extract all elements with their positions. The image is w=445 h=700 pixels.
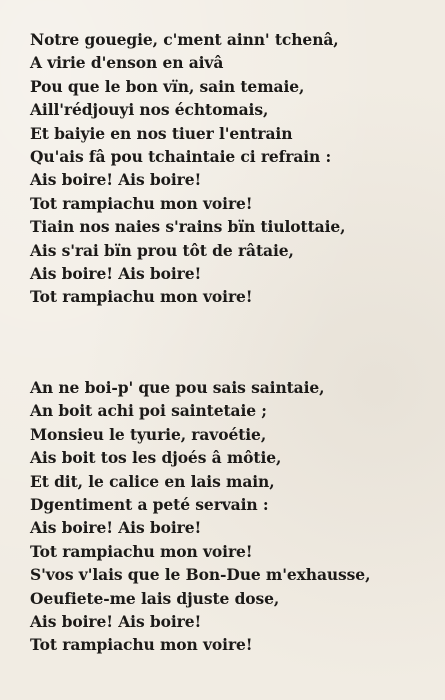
refrain-line: Ais boire! Ais boire! — [30, 170, 202, 190]
refrain-line: Ais boire! Ais boire! — [30, 264, 202, 284]
refrain-line: Ais boire! Ais boire! — [30, 612, 202, 632]
verse-line: Qu'ais fâ pou tchaintaie ci refrain : — [30, 147, 332, 167]
refrain-line: Tot rampiachu mon voire! — [30, 635, 253, 655]
refrain-line: Ais boire! Ais boire! — [30, 518, 202, 538]
verse-line: An ne boi-p' que pou sais saintaie, — [30, 378, 325, 397]
verse-line: Et dit, le calice en lais main, — [30, 471, 275, 491]
verse-line: S'vos v'lais que le Bon-Due m'exhausse, — [30, 565, 371, 585]
refrain-line: Tot rampiachu mon voire! — [30, 287, 253, 307]
verse-line: Et baiyie en nos tiuer l'entrain — [30, 123, 293, 143]
refrain-line: Tot rampiachu mon voire! — [30, 193, 253, 213]
verse-line: Notre gouegie, c'ment ainn' tchenâ, — [30, 30, 339, 49]
verse-line: Tiain nos naies s'rains bïn tiulottaie, — [30, 217, 346, 237]
verse-line: Ais s'rai bïn prou tôt de râtaie, — [30, 240, 294, 260]
verse-line: A virie d'enson en aivâ — [30, 53, 224, 73]
verse-line: Ais boit tos les djoés â môtie, — [30, 448, 282, 468]
verse-line: Dgentiment a peté servain : — [30, 495, 269, 515]
stanza-1 — [30, 28, 345, 309]
verse-line: Pou que le bon vïn, sain temaie, — [30, 76, 305, 96]
refrain-line: Tot rampiachu mon voire! — [30, 541, 253, 561]
verse-line: Monsieu le tyurie, ravoétie, — [30, 424, 267, 444]
verse-line: Oeufiete-me lais djuste dose, — [30, 588, 280, 608]
verse-line: Aill'rédjouyi nos échtomais, — [30, 100, 269, 120]
stanza-2 — [30, 376, 370, 657]
verse-line: An boit achi poi saintetaie ; — [30, 401, 267, 421]
